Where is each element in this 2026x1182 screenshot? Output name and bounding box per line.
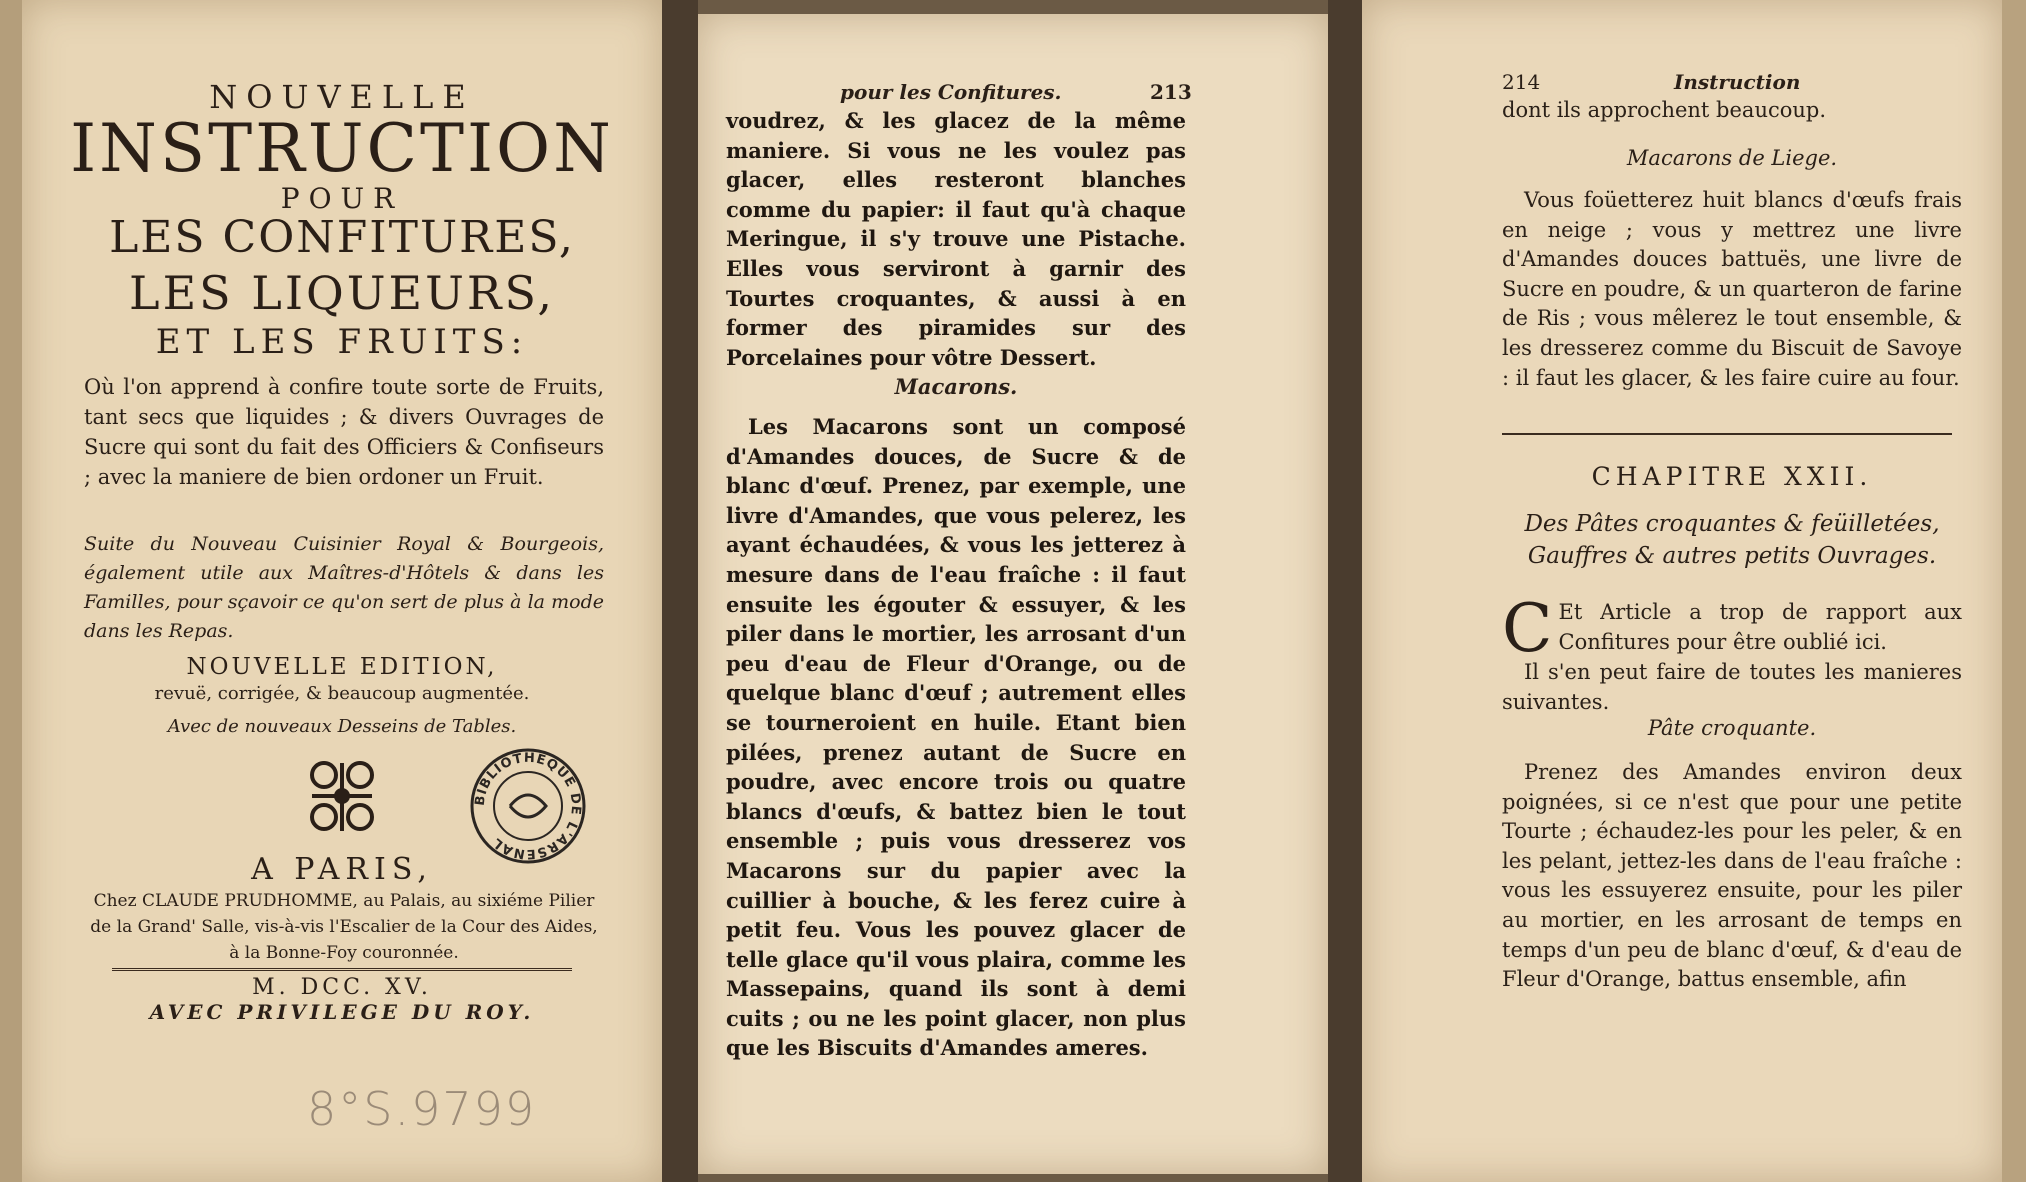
title-description: Où l'on apprend à confire toute sorte de Fruits, tant secs que liquides ; & divers Ouvrages de Sucre qui sont du fait des Officiers & Confiseurs ; avec la maniere de bien ordoner un Fruit. <box>84 375 604 489</box>
page-number: 213 <box>1150 80 1192 104</box>
paragraph-article <box>1502 590 1962 667</box>
gutter-left <box>662 0 698 1182</box>
library-stamp-icon <box>470 748 586 864</box>
title-publisher: Chez CLAUDE PRUDHOMME, au Palais, au sixiéme Pilier de la Grand' Salle, vis-à-vis l'Escalier de la Cour des Aides, à la Bonne-Foy couronnée. <box>90 891 598 963</box>
book-edge-right <box>2002 0 2026 1182</box>
title-revue: revuë, corrigée, & beaucoup augmentée. <box>154 683 530 704</box>
heading-pate-croquante: Pâte croquante. <box>1647 716 1817 740</box>
title-city: A PARIS, <box>251 852 433 887</box>
chapter-number: CHAPITRE XXII. <box>1591 462 1873 491</box>
paragraph-macarons-liege: Vous foüetterez huit blancs d'œufs frais en neige ; vous y mettrez une livre d'Amandes douces battuës, une livre de Sucre en poudre, & un quarteron de farine de Ris ; vous mêlerez le tout ensemble, & les dresserez comme du Biscuit de Savoye : il faut les glacer, & les faire cuire au four. <box>1502 188 1962 390</box>
title-rule <box>112 968 572 971</box>
printer-ornament-icon <box>292 755 392 839</box>
title-confitures: LES CONFITURES, <box>109 212 575 263</box>
title-liqueurs: LES LIQUEURS, <box>129 266 555 320</box>
title-nouvelle: NOUVELLE <box>209 78 475 116</box>
page-214 <box>1362 0 2002 1182</box>
page-number-214: 214 <box>1502 70 1541 94</box>
title-page <box>22 0 662 1182</box>
running-head: pour les Confitures. <box>840 80 1062 104</box>
title-desseins: Avec de nouveaux Desseins de Tables. <box>167 716 517 737</box>
running-head-214: Instruction <box>1674 70 1801 94</box>
paragraph-manieres: Il s'en peut faire de toutes les manieres suivantes. <box>1502 660 1962 714</box>
drop-cap: C <box>1502 590 1553 667</box>
gutter-right <box>1328 0 1362 1182</box>
paragraph-meringue: voudrez, & les glacez de la même maniere. Si vous ne les voulez pas glacer, elles resteront blanches comme du papier: il faut qu'à chaque Meringue, il s'y trouve une Pistache. Elles vous serviront à garnir des Tourtes croquantes, & aussi à en former des piramides sur des Porcelaines pour vôtre Dessert. <box>726 108 1186 370</box>
shelfmark: 8°S.9799 <box>307 1082 537 1136</box>
svg-text:BIBLIOTHEQUE DE L'ARSENAL: BIBLIOTHEQUE DE L'ARSENAL <box>472 750 584 862</box>
paragraph-macarons: Les Macarons sont un composé d'Amandes douces, de Sucre & de blanc d'œuf. Prenez, par exemple, une livre d'Amandes, que vous pelerez, les ayant échaudées, & vous les jetterez à mesure dans de l'eau fraîche : il faut ensuite les égouter & essuyer, & les piler dans le mortier, les arrosant d'un peu d'eau de Fleur d'Orange, ou de quelque blanc d'œuf ; autrement elles se tourneroient en huile. Etant bien pilées, prenez autant de Sucre en poudre, avec encore trois ou quatre blancs d'œufs, & battez bien le tout ensemble ; puis vous dresserez vos Macarons sur du papier avec la cuillier à bouche, & les ferez cuire à petit feu. Vous les pouvez glacer de telle glace qu'il vous plaira, comme les Massepains, quand ils sont à demi cuits ; ou ne les point glacer, non plus que les Biscuits d'Amandes ameres. <box>726 414 1186 1061</box>
title-suite: Suite du Nouveau Cuisinier Royal & Bourgeois, également utile aux Maîtres-d'Hôtels & dans les Familles, pour sçavoir ce qu'on sert de plus à la mode dans les Repas. <box>84 533 604 642</box>
paragraph-article-text: Et Article a trop de rapport aux Confitures pour être oublié ici. <box>1558 600 1962 654</box>
title-edition: NOUVELLE EDITION, <box>186 654 498 680</box>
title-date: M. DCC. XV. <box>252 975 432 1000</box>
chapter-rule <box>1502 433 1952 435</box>
title-privilege: AVEC PRIVILEGE DU ROY. <box>149 1000 535 1024</box>
title-instruction: INSTRUCTION <box>70 110 614 187</box>
title-fruits: ET LES FRUITS: <box>155 322 529 362</box>
paragraph-pate-croquante: Prenez des Amandes environ deux poignées, si ce n'est que pour une petite Tourte ; échaudez-les pour les peler, & en les pelant, jettez-les dans de l'eau fraîche : vous les essuyerez ensuite, pour les piler au mortier, en les arrosant de temps en temps d'un peu de blanc d'œuf, & d'eau de Fleur d'Orange, battus ensemble, afin <box>1502 760 1962 992</box>
heading-macarons: Macarons. <box>894 374 1018 399</box>
page-213 <box>698 14 1328 1174</box>
chapter-title: Des Pâtes croquantes & feüilletées, Gauffres & autres petits Ouvrages. <box>1524 511 1940 569</box>
book-edge-left <box>0 0 22 1182</box>
line-top: dont ils approchent beaucoup. <box>1502 98 1827 122</box>
title-pour: POUR <box>280 182 404 215</box>
heading-macarons-liege: Macarons de Liege. <box>1626 146 1838 170</box>
